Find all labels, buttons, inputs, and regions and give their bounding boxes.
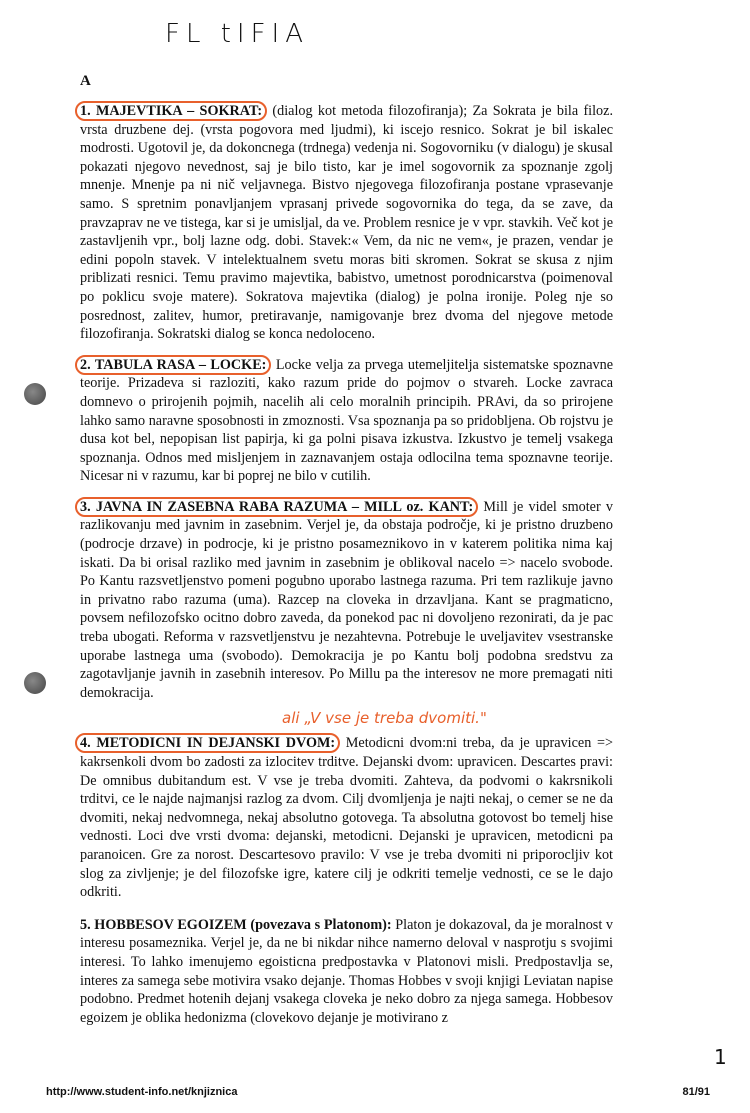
footer-url[interactable]: http://www.student-info.net/knjiznica	[46, 1086, 238, 1099]
section-letter: A	[80, 73, 91, 89]
section-body: Metodicni dvom:ni treba, da je upravicen => kakrsenkoli dvom bo zadosti za izlocitev trditve. Dejanski dvom: upravicen. Descartes pravi: De omnibus dubitandum est. V vse je treba dvomiti. Zahteva, da podvomi o kakrsnikoli trditvi, ce le najde najmanjsi razlog za dvom. Cilj dvomljenja je najti nekaj, o cemer se ne da dvomiti, nekaj nedvomnega, nekaj absolutno gotovega. Ta absolutna gotovost bo temelj hise vednosti. Loci dve vrsti dvoma: dejanski, metodicni. Dejanski je upravicen, metodicni pa paranoicen. Gre za norost. Descartesovo pravilo: V vse je treba dvomiti ni priporocljiv kot slog za zivljenje; je del filozofske igre, katere cilj je odkriti temelje vednosti, ce se le dajo odkriti.	[80, 735, 613, 901]
section-dvom	[80, 734, 613, 901]
handwritten-note: ali „V vse je treba dvomiti."	[282, 709, 487, 728]
section-tabula-rasa	[80, 356, 613, 486]
section-hobbes	[80, 916, 613, 1028]
section-majevtika	[80, 102, 613, 344]
section-body: Locke velja za prvega utemeljitelja sistematske spoznavne teorije. Prizadeva si razloziti, kako razum pride do pojmov o stvareh. Locke zavraca domnevo o prirojenih pojmih, nacelih ali celo moralnih principih. PRAvi, da so prirojene lahko samo naravne sposobnosti in zmoznosti. Vsa spoznanja pa so pridobljena. Ob rojstvu je dusa kot bel, nepopisan list papirja, ki ga polni pisava izkustva. Izkustvo je temelj vsakega spoznanja. Odnos med misljenjem in zaznavanjem ostaja odlocilna tema spoznavne teorije. Nicesar ni v razumu, kar bi poprej ne bilo v cutilih.	[80, 356, 614, 485]
handwritten-page-number: 1	[714, 1045, 727, 1070]
section-heading: 1. MAJEVTIKA – SOKRAT:	[75, 101, 267, 121]
section-body: (dialog kot metoda filozofiranja); Za Sokrata je bila filoz. vrsta druzbene dej. (vrsta pogovora med ljudmi), ki iscejo resnico. Sokrat je bil iskalec modrosti. Ugotovil je, da dokoncnega (trdnega) vedenja ni. Sogovorniku (v dialogu) je skusal pokazati njegovo nevednost, saj je bilo tisto, kar je imel sogovornik za spoznanje zgolj mnenje. Mnenje pa ni nič veljavnega. Bistvo njegovega filozofiranja postane vprasevanje samo. S spretnim ponavljanjem vprasanj privede sogovornika do tega, da se zave, da pravzaprav ne ve tistega, kar si je umisljal, da ve. Problem resnice je v vpr. stavkih. Več kot je zastavljenih vpr., bolj lazne odg. dobi. Stavek:« Vem, da nic ne vem«, je prazen, vendar je edini popoln stavek. V intelektualnem svetu moras biti skromen. Sokrat se skusa z njim priblizati resnici. Temu pravimo majevtika, babistvo, umetnost porodnicarstva (poimenoval po poklicu svoje matere). Sokratova majevtika (dialog) je polna ironije. Poleg nje so posrednost, zalitev, humor, pretiravanje, namigovanje brez dvoma del njegove metode filozofiranja. Sokratski dialog se konca nedoloceno.	[80, 103, 613, 343]
section-heading: 2. TABULA RASA – LOCKE:	[75, 355, 271, 375]
section-body: Platon je dokazoval, da je moralnost v interesu posameznika. Verjel je, da ne bi nikdar nihce namerno deloval v nasprotju s svojimi interesi. To lahko imenujemo egoisticna predpostavka v Platonovi misli. Predpostavlja se, interes za samega sebe motivira vsako dejanje. Thomas Hobbes v svoji knjigi Leviatan napise podobno. Predmet hotenih dejanj vsakega cloveka je neko dobro za njega samega. Hobbesov egoizem je oblika hedonizma (clovekovo dejanje je motivirano z	[80, 916, 614, 1026]
section-body: Mill je videl smoter v razlikovanju med javnim in zasebnim. Verjel je, da obstaja področje, ki je pristno druzbeno (podrocje drzave) in podrocje, ki je pristno posameznikovo in v katerem politika nima kaj iskati. Da bi orisal razliko med javnim in zasebnim je oblikoval nacelo => nacelo svobode. Po Kantu razsvetljenstvo pomeni pogubno uporabo lastnega razuma. Pri tem razlikuje javno in privatno rabo razuma (uma). Razcep na cloveka in drzavljana. Kant se pragmaticno, povsem nefilozofsko ocitno dobro zaveda, da ponekod pac ni dovoljeno rezonirati, da je pac treba ubogati. Reforma v razsvetljenstvu je nezahtevna. Potrebuje le uveljavitev vsestranske uporabe lastnega uma (svobodo). Demokracija je po Kantu bolj podobna sredstvu za zagotavljanje javnih in zasebnih interesov. Po Millu pa the interesov ne more premagati niti demokracija.	[80, 498, 613, 701]
section-raba-razuma	[80, 498, 613, 703]
footer-page-count: 81/91	[682, 1086, 710, 1099]
punch-hole	[24, 383, 46, 405]
page-footer	[46, 1085, 710, 1099]
section-heading: 4. METODICNI IN DEJANSKI DVOM:	[75, 733, 340, 753]
punch-hole	[24, 672, 46, 694]
section-heading: 3. JAVNA IN ZASEBNA RABA RAZUMA – MILL oz. KANT:	[75, 497, 478, 517]
handwritten-title: FL tIFIA	[165, 19, 309, 49]
section-heading: 5. HOBBESOV EGOIZEM (povezava s Platonom):	[80, 916, 392, 933]
